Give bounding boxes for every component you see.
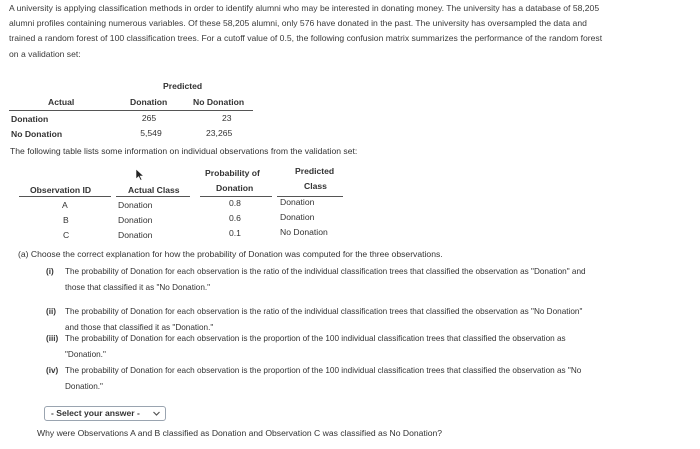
prob-divider xyxy=(200,196,272,197)
option-text-line: The probability of Donation for each observation is the ratio of the individual classification trees that classified the observation as "Donation" and xyxy=(65,267,586,276)
option-text-line: The probability of Donation for each observation is the proportion of the 100 individual classification trees that classified the observation as "No xyxy=(65,366,582,375)
option-i xyxy=(46,264,696,296)
obs-id-cell: B xyxy=(63,215,69,225)
intro-line: trained a random forest of 100 classification trees. For a cutoff value of 0.5, the following confusion matrix summarizes the performance of the random forest xyxy=(9,33,603,44)
col-donation-header: Donation xyxy=(130,97,168,107)
intro-line: A university is applying classification methods in order to identify alumni who may be interested in donating money. The university has a database of 58,205 xyxy=(9,3,600,13)
option-text-line: The probability of Donation for each observation is the ratio of the individual classification trees that classified the observation as "No Donation" xyxy=(65,307,583,316)
option-text-line: Donation." xyxy=(65,381,103,391)
row-label-donation: Donation xyxy=(11,114,49,124)
obs-id-header: Observation ID xyxy=(30,185,92,195)
obs-id-cell: C xyxy=(63,230,70,240)
cell-donation-nodonation: 23 xyxy=(222,113,232,123)
obs-id-divider xyxy=(19,196,111,197)
predicted-class-cell: Donation xyxy=(280,212,315,222)
col-no-donation-header: No Donation xyxy=(193,97,245,107)
intro-line: on a validation set: xyxy=(9,48,81,59)
obs-id-cell: A xyxy=(62,200,68,210)
probability-cell: 0.6 xyxy=(229,213,241,223)
predicted-class-cell: No Donation xyxy=(280,227,328,237)
pred-header-line2: Class xyxy=(304,181,327,191)
row-label-no-donation: No Donation xyxy=(11,129,63,139)
option-number: (iv) xyxy=(46,366,59,375)
option-iv xyxy=(46,363,696,395)
predicted-header: Predicted xyxy=(163,81,203,91)
cell-nodonation-donation: 5,549 xyxy=(140,128,162,138)
option-text-line: The probability of Donation for each observation is the proportion of the 100 individual classification trees that classified the observation as xyxy=(65,334,566,343)
option-text-line: those that classified it as "No Donation." xyxy=(65,282,211,292)
intro-line: alumni profiles containing numerous variables. Of these 58,205 alumni, only 576 have donated in the past. The university has oversampled the data and xyxy=(9,18,587,29)
actual-class-divider xyxy=(116,196,190,197)
option-text-line: "Donation." xyxy=(65,349,106,359)
answer-select[interactable] xyxy=(44,406,166,421)
question-b: Why were Observations A and B classified as Donation and Observation C was classified as No Donation? xyxy=(37,428,443,438)
actual-class-header: Actual Class xyxy=(128,185,180,195)
actual-header: Actual xyxy=(48,97,75,107)
probability-cell: 0.8 xyxy=(229,198,241,208)
option-iii xyxy=(46,331,696,363)
actual-class-cell: Donation xyxy=(118,230,153,240)
actual-class-cell: Donation xyxy=(118,215,153,225)
pred-header-line1: Predicted xyxy=(295,166,335,176)
predicted-class-cell: Donation xyxy=(280,197,315,207)
option-number: (i) xyxy=(46,267,54,276)
option-text-line: and those that classified it as "Donation." xyxy=(65,322,214,332)
prob-header-line2: Donation xyxy=(216,183,254,193)
select-label: - Select your answer - xyxy=(51,408,140,418)
prob-header-line1: Probability of xyxy=(205,168,260,178)
actual-class-cell: Donation xyxy=(118,200,153,210)
cell-donation-donation: 265 xyxy=(141,113,157,123)
option-number: (iii) xyxy=(46,334,59,343)
question-a: (a) Choose the correct explanation for how the probability of Donation was computed for the three observations. xyxy=(18,249,443,259)
option-number: (ii) xyxy=(46,307,57,316)
chevron-down-icon xyxy=(152,407,161,420)
intro-paragraph xyxy=(9,1,693,62)
table-intro-text: The following table lists some information on individual observations from the validation set: xyxy=(10,146,358,156)
matrix-header-divider xyxy=(9,110,253,111)
probability-cell: 0.1 xyxy=(229,228,241,238)
cursor-arrow-icon xyxy=(135,168,145,181)
cell-nodonation-nodonation: 23,265 xyxy=(206,128,233,138)
